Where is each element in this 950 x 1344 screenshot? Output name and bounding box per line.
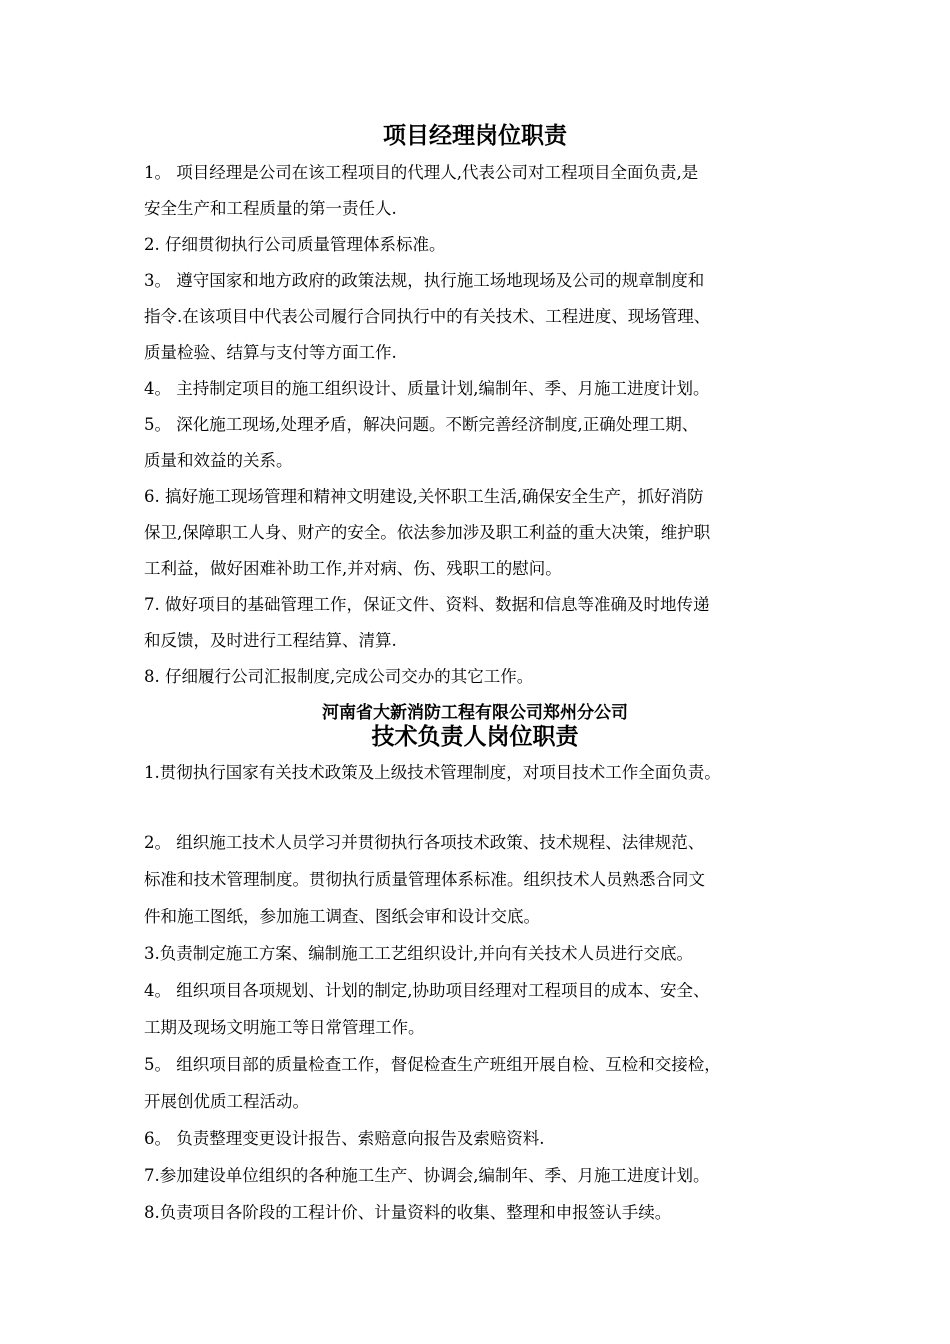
- paragraph-line: 3。 遵守国家和地方政府的政策法规，执行施工场地现场及公司的规章制度和: [144, 271, 705, 290]
- paragraph-line: 7. 做好项目的基础管理工作，保证文件、资料、数据和信息等准确及时地传递: [144, 595, 710, 614]
- paragraph-line: 工利益，做好困难补助工作,并对病、伤、残职工的慰问。: [144, 559, 562, 578]
- paragraph-line: 1。 项目经理是公司在该工程项目的代理人,代表公司对工程项目全面负责,是: [144, 163, 699, 182]
- paragraph-line: 保卫,保障职工人身、财产的安全。依法参加涉及职工利益的重大决策，维护职: [144, 523, 711, 542]
- paragraph-line: 7.参加建设单位组织的各种施工生产、协调会,编制年、季、月施工进度计划。: [144, 1166, 710, 1185]
- paragraph-line: 工期及现场文明施工等日常管理工作。: [144, 1018, 425, 1037]
- paragraph-line: 5。 组织项目部的质量检查工作，督促检查生产班组开展自检、互检和交接检，: [144, 1055, 721, 1074]
- paragraph-line: 5。 深化施工现场,处理矛盾，解决问题。不断完善经济制度,正确处理工期、: [144, 415, 699, 434]
- paragraph-line: 质量和效益的关系。: [144, 451, 293, 470]
- paragraph-line: 8. 仔细履行公司汇报制度,完成公司交办的其它工作。: [144, 667, 534, 686]
- paragraph-line: 件和施工图纸，参加施工调查、图纸会审和设计交底。: [144, 907, 540, 926]
- paragraph-line: 8.负责项目各阶段的工程计价、计量资料的收集、整理和申报签认手续。: [144, 1203, 672, 1222]
- paragraph-line: 2. 仔细贯彻执行公司质量管理体系标准。: [144, 235, 446, 254]
- paragraph-line: 6. 搞好施工现场管理和精神文明建设,关怀职工生活,确保安全生产，抓好消防: [144, 487, 704, 506]
- paragraph-line: 3.负责制定施工方案、编制施工工艺组织设计,并向有关技术人员进行交底。: [144, 944, 693, 963]
- paragraph-line: 1.贯彻执行国家有关技术政策及上级技术管理制度，对项目技术工作全面负责。: [144, 763, 721, 782]
- paragraph-line: 4。 组织项目各项规划、计划的制定,协助项目经理对工程项目的成本、安全、: [144, 981, 710, 1000]
- paragraph-line: 安全生产和工程质量的第一责任人.: [144, 199, 397, 218]
- paragraph-line: 4。 主持制定项目的施工组织设计、质量计划,编制年、季、月施工进度计划。: [144, 379, 710, 398]
- paragraph-line: 标准和技术管理制度。贯彻执行质量管理体系标准。组织技术人员熟悉合同文: [144, 870, 705, 889]
- paragraph-line: 2。 组织施工技术人员学习并贯彻执行各项技术政策、技术规程、法律规范、: [144, 833, 705, 852]
- paragraph-line: 开展创优质工程活动。: [144, 1092, 309, 1111]
- company-name: 河南省大新消防工程有限公司郑州分公司: [322, 703, 628, 723]
- paragraph-line: 6。 负责整理变更设计报告、索赔意向报告及索赔资料.: [144, 1129, 545, 1148]
- section-title-project-manager: 项目经理岗位职责: [383, 123, 567, 149]
- section-title-technical-lead: 技术负责人岗位职责: [371, 724, 579, 750]
- paragraph-line: 指令.在该项目中代表公司履行合同执行中的有关技术、工程进度、现场管理、: [144, 307, 711, 326]
- paragraph-line: 质量检验、结算与支付等方面工作.: [144, 343, 397, 362]
- paragraph-line: 和反馈，及时进行工程结算、清算.: [144, 631, 397, 650]
